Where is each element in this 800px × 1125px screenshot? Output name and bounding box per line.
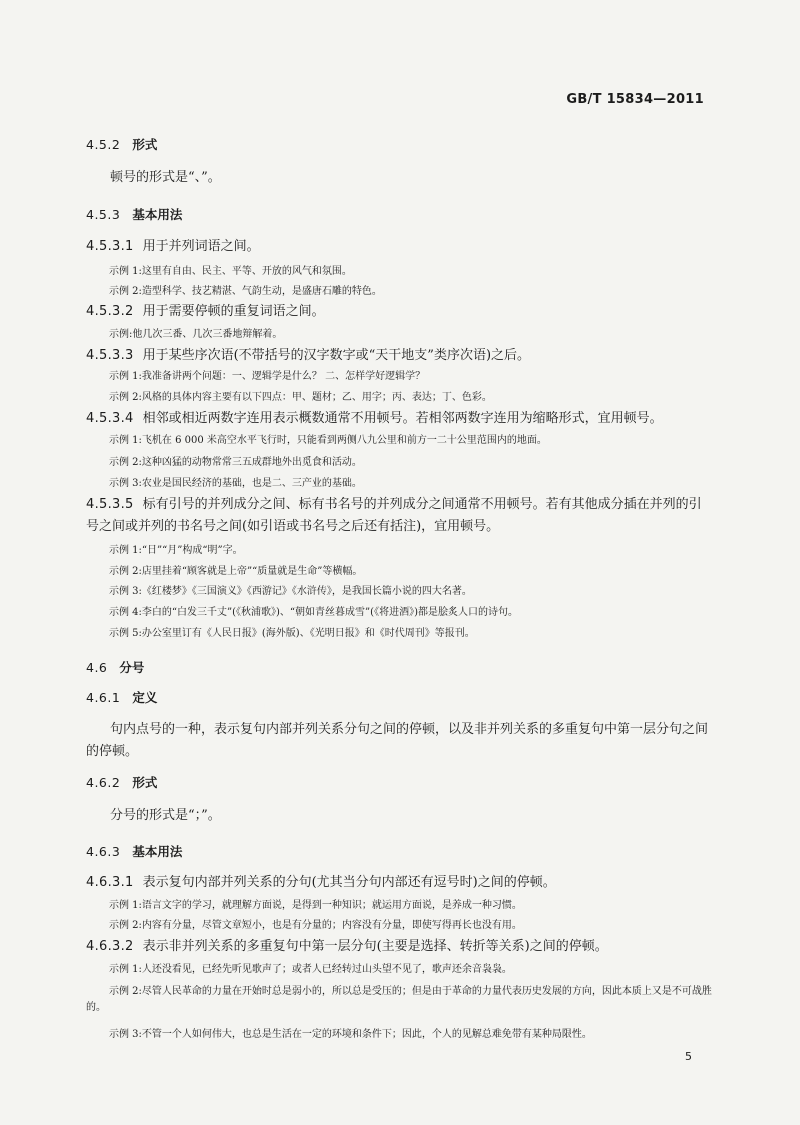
clause-text: 用于需要停顿的重复词语之间。 — [142, 304, 325, 319]
section-title: 分号 — [119, 660, 145, 675]
clause-number: 4.5.3.3 — [86, 348, 134, 363]
section-heading — [86, 205, 712, 223]
example-line: 示例 1:语言文字的学习，就理解方面说，是得到一种知识；就运用方面说，是养成一种习惯。 — [109, 900, 522, 911]
example-line: 示例 4:李白的“白发三千丈”(《秋浦歌》)、“朝如青丝暮成雪”(《将进酒》)都是脍炙人口的诗句。 — [109, 607, 518, 618]
clause-paragraph — [86, 494, 712, 538]
section-title: 基本用法 — [132, 207, 183, 222]
clause-number: 4.5.3.5 — [86, 497, 134, 512]
section-title: 形式 — [132, 775, 158, 790]
example-line: 示例 3:农业是国民经济的基础，也是二、三产业的基础。 — [109, 478, 362, 489]
clause-text: 标有引号的并列成分之间、标有书名号的并列成分之间通常不用顿号。若有其他成分插在并列的引号之间或并列的书名号之间(如引语或书名号之后还有括注)，宜用顿号。 — [86, 497, 702, 534]
section-heading — [86, 688, 712, 706]
example-line: 示例 1:我准备讲两个问题：一、逻辑学是什么？ 二、怎样学好逻辑学？ — [109, 371, 426, 382]
body-paragraph: 顿号的形式是“、”。 — [110, 170, 221, 185]
section-number: 4.6.3 — [86, 844, 121, 859]
clause-paragraph — [86, 408, 712, 430]
clause-number: 4.6.3.2 — [86, 939, 134, 954]
section-number: 4.5.2 — [86, 137, 121, 152]
section-number: 4.6.1 — [86, 690, 121, 705]
section-number: 4.6.2 — [86, 775, 121, 790]
clause-text: 表示复句内部并列关系的分句(尤其当分句内部还有逗号时)之间的停顿。 — [142, 875, 556, 890]
example-line: 示例 2:店里挂着“顾客就是上帝”“质量就是生命”等横幅。 — [109, 566, 363, 577]
section-heading — [86, 658, 712, 676]
clause-paragraph — [86, 345, 712, 367]
standard-code: GB/T 15834—2011 — [566, 92, 704, 107]
body-paragraph: 句内点号的一种，表示复句内部并列关系分句之间的停顿，以及非并列关系的多重复句中第一层分句之间的停顿。 — [86, 722, 709, 759]
section-number: 4.6 — [86, 660, 108, 675]
section-title: 定义 — [132, 690, 158, 705]
clause-number: 4.5.3.1 — [86, 239, 134, 254]
example-line: 示例 2:风格的具体内容主要有以下四点：甲、题材；乙、用字；丙、表达；丁、色彩。 — [109, 392, 492, 403]
example-line: 示例:他几次三番、几次三番地辩解着。 — [109, 329, 283, 340]
example-line: 示例 2:尽管人民革命的力量在开始时总是弱小的，所以总是受压的；但是由于革命的力量代表历史发展的方向，因此本质上又是不可战胜的。 — [86, 986, 712, 1013]
clause-number: 4.6.3.1 — [86, 875, 134, 890]
section-title: 形式 — [132, 137, 158, 152]
example-line: 示例 2:内容有分量，尽管文章短小，也是有分量的；内容没有分量，即使写得再长也没有用。 — [109, 920, 522, 931]
example-line: 示例 3:《红楼梦》《三国演义》《西游记》《水浒传》，是我国长篇小说的四大名著。 — [109, 586, 472, 597]
clause-text: 表示非并列关系的多重复句中第一层分句(主要是选择、转折等关系)之间的停顿。 — [142, 939, 608, 954]
clause-text: 相邻或相近两数字连用表示概数通常不用顿号。若相邻两数字连用为缩略形式，宜用顿号。 — [142, 411, 663, 426]
example-line: 示例 2:这种凶猛的动物常常三五成群地外出觅食和活动。 — [109, 457, 362, 468]
example-line: 示例 1:“日”“月”构成“明”字。 — [109, 545, 243, 556]
clause-paragraph — [86, 301, 712, 323]
clause-text: 用于并列词语之间。 — [142, 239, 260, 254]
page-number: 5 — [685, 1050, 692, 1063]
section-number: 4.5.3 — [86, 207, 121, 222]
clause-number: 4.5.3.2 — [86, 304, 134, 319]
example-line: 示例 1:人还没看见，已经先听见歌声了；或者人已经转过山头望不见了，歌声还余音袅袅。 — [109, 964, 512, 975]
section-heading — [86, 842, 712, 860]
section-title: 基本用法 — [132, 844, 183, 859]
example-line: 示例 5:办公室里订有《人民日报》(海外版)、《光明日报》和《时代周刊》等报刊。 — [109, 628, 475, 639]
clause-number: 4.5.3.4 — [86, 411, 134, 426]
section-heading — [86, 135, 712, 153]
clause-paragraph — [86, 936, 712, 958]
example-line: 示例 3:不管一个人如何伟大，也总是生活在一定的环境和条件下；因此，个人的见解总难免带有某种局限性。 — [109, 1029, 592, 1040]
clause-paragraph — [86, 236, 712, 258]
example-line: 示例 2:造型科学、技艺精湛、气韵生动，是盛唐石雕的特色。 — [109, 286, 382, 297]
example-line: 示例 1:这里有自由、民主、平等、开放的风气和氛围。 — [109, 266, 352, 277]
clause-paragraph — [86, 872, 712, 894]
example-line: 示例 1:飞机在 6 000 米高空水平飞行时，只能看到两侧八九公里和前方一二十公里范围内的地面。 — [109, 435, 547, 446]
clause-text: 用于某些序次语(不带括号的汉字数字或“天干地支”类序次语)之后。 — [142, 348, 531, 363]
section-heading — [86, 773, 712, 791]
body-paragraph: 分号的形式是“；”。 — [110, 808, 221, 823]
